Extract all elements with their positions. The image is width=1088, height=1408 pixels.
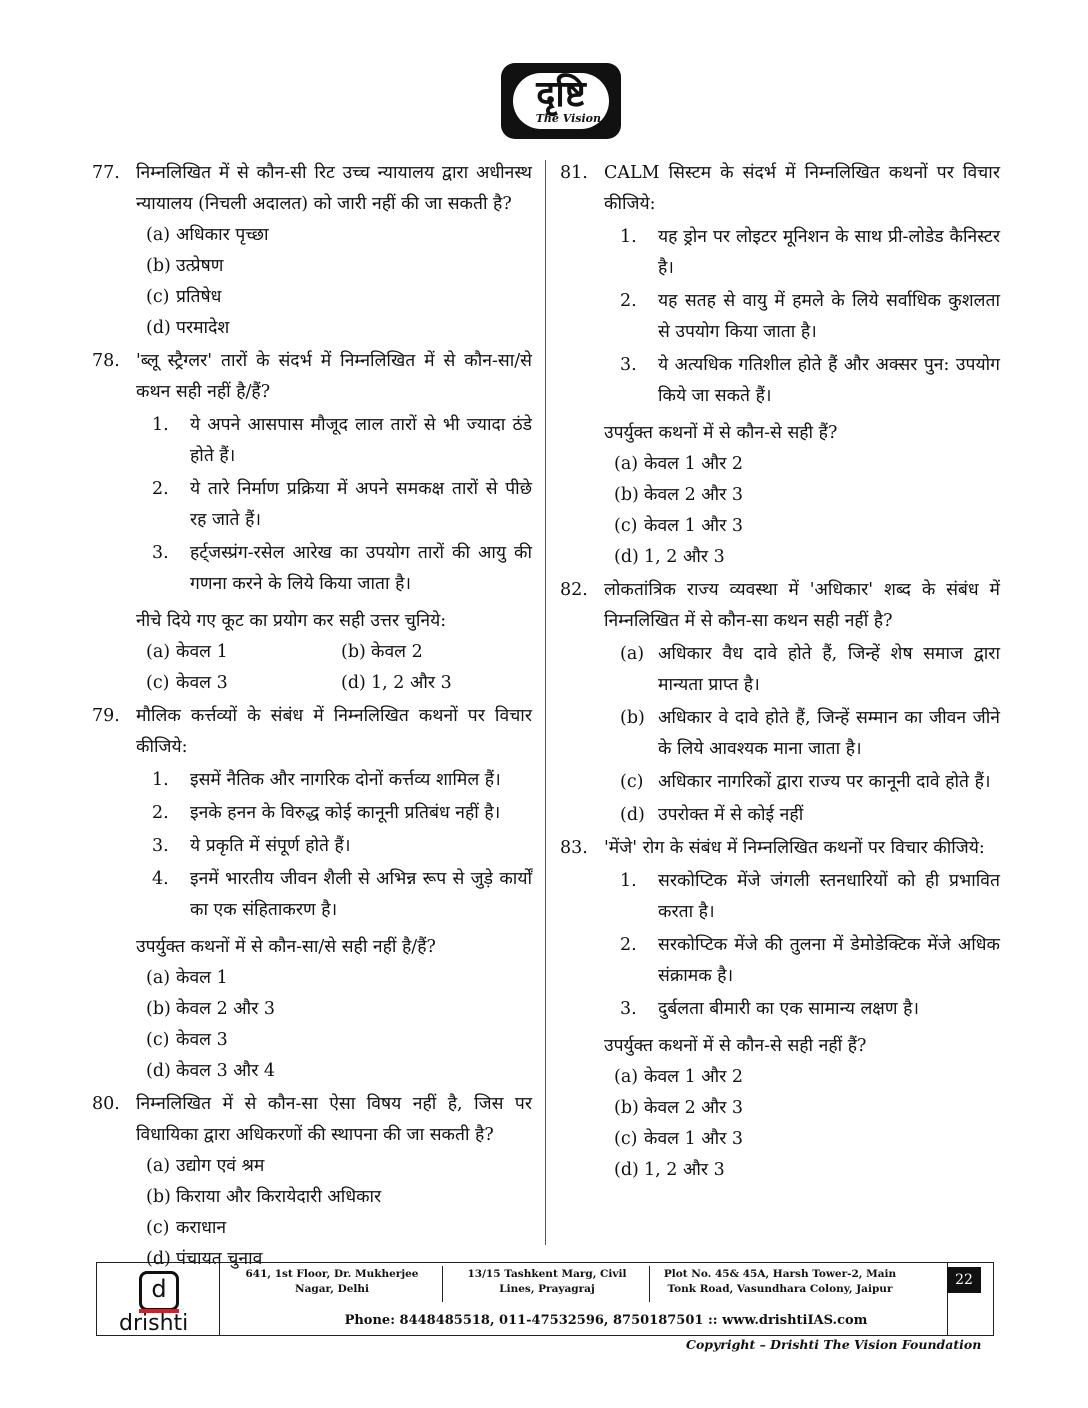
option-text: परमादेश (176, 318, 230, 338)
footer-logo (97, 1263, 220, 1335)
question-text: 'ब्लू स्ट्रैग्लर' तारों के संदर्भ में निम्नलिखित में से कौन-सा/से कथन सही नहीं है/हैं? (136, 351, 532, 402)
option-text: अधिकार वैध दावे होते हैं, जिन्हें शेष समाज द्वारा मान्यता प्राप्त है। (658, 644, 1000, 695)
footer-separator (442, 1266, 443, 1302)
option-label: (a) (146, 968, 171, 988)
option-c (146, 668, 341, 699)
option-label: (d) (614, 547, 639, 567)
statement-number: 4. (152, 869, 169, 889)
option-text: 1, 2 और 3 (644, 547, 725, 567)
statement-2 (152, 474, 532, 536)
option-b (620, 703, 1000, 765)
question-text: मौलिक कर्त्तव्यों के संबंध में निम्नलिखित कथनों पर विचार कीजिये: (136, 706, 532, 757)
statement-1 (620, 222, 1000, 284)
option-text: केवल 3 और 4 (176, 1061, 276, 1081)
option-text: 1, 2 और 3 (371, 673, 452, 693)
logo-inner (513, 73, 609, 129)
option-d (146, 1056, 532, 1087)
option-text: केवल 3 (176, 673, 228, 693)
question-81 (560, 158, 1000, 573)
option-label: (b) (614, 1098, 639, 1118)
option-text: केवल 2 और 3 (644, 485, 744, 505)
option-a (146, 1151, 532, 1182)
statement-text: ये अत्यधिक गतिशील होते हैं और अक्सर पुन: उपयोग किये जा सकते हैं। (658, 355, 1000, 406)
footer-contact: Phone: 8448485518, 011-47532596, 8750187501 :: www.drishtiIAS.com (344, 1313, 868, 1328)
option-label: (d) (341, 673, 366, 693)
option-c (620, 767, 1000, 798)
option-a (146, 220, 532, 251)
page-number: 22 (947, 1267, 981, 1293)
option-c (614, 1124, 1000, 1155)
option-label: (c) (614, 1129, 638, 1149)
option-a (614, 1062, 1000, 1093)
statement-3 (620, 350, 1000, 412)
option-text: अधिकार वे दावे होते हैं, जिन्हें सम्मान का जीवन जीने के लिये आवश्यक माना जाता है। (658, 708, 1000, 759)
option-label: (a) (620, 644, 645, 664)
option-label: (b) (614, 485, 639, 505)
option-text: उत्प्रेषण (176, 256, 224, 276)
option-a (146, 637, 341, 668)
question-79 (92, 701, 532, 1087)
statement-number: 2. (620, 935, 637, 955)
option-a (614, 449, 1000, 480)
page-footer (96, 1262, 994, 1336)
option-c (146, 1213, 532, 1244)
option-text: केवल 1 (176, 968, 228, 988)
statement-text: यह सतह से वायु में हमले के लिये सर्वाधिक कुशलता से उपयोग किया जाता है। (658, 291, 1000, 342)
statement-1 (152, 765, 532, 796)
option-text: केवल 1 और 3 (644, 1129, 744, 1149)
question-83 (560, 833, 1000, 1186)
option-a (146, 963, 532, 994)
question-text: निम्नलिखित में से कौन-सा ऐसा विषय नहीं है, जिस पर विधायिका द्वारा अधिकरणों की स्थापना की जा सकती है? (136, 1094, 532, 1145)
option-d (146, 313, 532, 344)
option-text: उपरोक्त में से कोई नहीं (658, 805, 804, 825)
logo-sub-text: The Vision (535, 112, 601, 125)
question-text: 'मेंजे' रोग के संबंध में निम्नलिखित कथनों पर विचार कीजिये: (604, 838, 985, 858)
question-text: लोकतांत्रिक राज्य व्यवस्था में 'अधिकार' शब्द के संबंध में निम्नलिखित में से कौन-सा कथन सही नहीं है? (604, 580, 1000, 631)
option-label: (b) (341, 642, 366, 662)
statement-number: 1. (620, 227, 637, 247)
statement-number: 2. (152, 803, 169, 823)
option-b (146, 994, 532, 1025)
option-text: कराधान (176, 1218, 227, 1238)
question-number: 83. (560, 838, 588, 858)
option-label: (d) (620, 805, 645, 825)
footer-brand-name: drishti (119, 1311, 189, 1336)
option-text: केवल 2 और 3 (644, 1098, 744, 1118)
question-number: 79. (92, 706, 120, 726)
statement-number: 3. (620, 999, 637, 1019)
option-c (614, 511, 1000, 542)
option-b (341, 637, 536, 668)
option-label: (d) (146, 318, 171, 338)
question-text: CALM सिस्टम के संदर्भ में निम्नलिखित कथनों पर विचार कीजिये: (604, 163, 1000, 214)
option-label: (a) (614, 454, 639, 474)
option-text: किराया और किरायेदारी अधिकार (176, 1187, 382, 1207)
question-number: 77. (92, 163, 120, 183)
statement-number: 1. (152, 770, 169, 790)
option-text: केवल 3 (176, 1030, 228, 1050)
option-text: केवल 2 (371, 642, 423, 662)
instruction-text: नीचे दिये गए कूट का प्रयोग कर सही उत्तर चुनिये: (136, 611, 447, 631)
option-label: (c) (620, 772, 644, 792)
statement-number: 3. (152, 543, 169, 563)
option-c (146, 1025, 532, 1056)
statement-text: ये प्रकृति में संपूर्ण होते हैं। (190, 836, 351, 856)
option-b (614, 1093, 1000, 1124)
copyright-text: Copyright – Drishti The Vision Foundation (686, 1337, 982, 1352)
statement-3 (620, 994, 1000, 1025)
statement-2 (152, 798, 532, 829)
statement-number: 1. (152, 415, 169, 435)
instruction-text: उपर्युक्त कथनों में से कौन-से सही हैं? (604, 423, 838, 443)
right-column (560, 158, 1000, 1188)
footer-separator (649, 1266, 650, 1302)
column-divider (545, 160, 546, 1245)
statement-text: हर्ट्जस्प्रंग-रसेल आरेख का उपयोग तारों की आयु की गणना करने के लिये किया जाता है। (190, 543, 532, 594)
option-label: (b) (146, 999, 171, 1019)
option-label: (b) (146, 256, 171, 276)
option-text: प्रतिषेध (176, 287, 222, 307)
option-label: (b) (620, 708, 645, 728)
footer-logo-letter: d (139, 1271, 179, 1311)
option-label: (c) (146, 1218, 170, 1238)
question-number: 82. (560, 580, 588, 600)
option-d (341, 668, 536, 699)
statement-number: 1. (620, 871, 637, 891)
statement-text: यह ड्रोन पर लोइटर मूनिशन के साथ प्री-लोडेड कैनिस्टर है। (658, 227, 1000, 278)
header-logo (501, 63, 621, 139)
option-label: (d) (146, 1061, 171, 1081)
option-label: (c) (146, 287, 170, 307)
statement-text: सरकोप्टिक मेंजे की तुलना में डेमोडेक्टिक मेंजे अधिक संक्रामक है। (658, 935, 1000, 986)
option-label: (c) (614, 516, 638, 536)
statement-number: 3. (620, 355, 637, 375)
statement-number: 3. (152, 836, 169, 856)
statement-1 (620, 866, 1000, 928)
option-label: (c) (146, 673, 170, 693)
option-label: (a) (146, 1156, 171, 1176)
statement-1 (152, 410, 532, 472)
option-text: 1, 2 और 3 (644, 1160, 725, 1180)
statement-text: इसमें नैतिक और नागरिक दोनों कर्त्तव्य शामिल हैं। (190, 770, 501, 790)
option-label: (d) (146, 1249, 171, 1269)
statement-3 (152, 831, 532, 862)
option-text: अधिकार नागरिकों द्वारा राज्य पर कानूनी दावे होते हैं। (658, 772, 991, 792)
instruction-text: उपर्युक्त कथनों में से कौन-सा/से सही नहीं है/हैं? (136, 937, 436, 957)
question-text: निम्नलिखित में से कौन-सी रिट उच्च न्यायालय द्वारा अधीनस्थ न्यायालय (निचली अदालत) को जारी नहीं की जा सकती है? (136, 163, 532, 214)
option-label: (c) (146, 1030, 170, 1050)
option-label: (d) (614, 1160, 639, 1180)
footer-address-jaipur: Plot No. 45& 45A, Harsh Tower-2, Main Tonk Road, Vasundhara Colony, Jaipur (663, 1268, 897, 1295)
statement-2 (620, 930, 1000, 992)
option-a (620, 639, 1000, 701)
question-80 (92, 1089, 532, 1275)
option-d (620, 800, 1000, 831)
footer-address-delhi: 641, 1st Floor, Dr. Mukherjee Nagar, Delhi (245, 1268, 419, 1295)
option-text: केवल 1 (176, 642, 228, 662)
question-number: 80. (92, 1094, 120, 1114)
statement-3 (152, 538, 532, 600)
option-text: केवल 2 और 3 (176, 999, 276, 1019)
option-text: उद्योग एवं श्रम (176, 1156, 265, 1176)
option-label: (a) (146, 225, 171, 245)
option-text: पंचायत चुनाव (176, 1249, 263, 1269)
option-b (146, 1182, 532, 1213)
statement-text: इनके हनन के विरुद्ध कोई कानूनी प्रतिबंध नहीं है। (190, 803, 501, 823)
left-column (92, 158, 532, 1277)
question-number: 78. (92, 351, 120, 371)
logo-main-text: दृष्टि (536, 74, 586, 115)
option-label: (a) (614, 1067, 639, 1087)
option-d (614, 542, 1000, 573)
question-78 (92, 346, 532, 699)
question-82 (560, 575, 1000, 831)
statement-text: सरकोप्टिक मेंजे जंगली स्तनधारियों को ही प्रभावित करता है। (658, 871, 1000, 922)
option-text: केवल 1 और 2 (644, 454, 744, 474)
statement-text: इनमें भारतीय जीवन शैली से अभिन्न रूप से जुड़े कार्यों का एक संहिताकरण है। (190, 869, 532, 920)
option-grid (146, 637, 532, 699)
option-b (614, 480, 1000, 511)
statement-4 (152, 864, 532, 926)
option-text: अधिकार पृच्छा (176, 225, 269, 245)
statement-number: 2. (620, 291, 637, 311)
option-label: (b) (146, 1187, 171, 1207)
statement-text: ये तारे निर्माण प्रक्रिया में अपने समकक्ष तारों से पीछे रह जाते हैं। (190, 479, 532, 530)
option-text: केवल 1 और 3 (644, 516, 744, 536)
statement-number: 2. (152, 479, 169, 499)
statement-text: दुर्बलता बीमारी का एक सामान्य लक्षण है। (658, 999, 919, 1019)
option-label: (a) (146, 642, 171, 662)
instruction-text: उपर्युक्त कथनों में से कौन-से सही नहीं हैं? (604, 1036, 867, 1056)
statement-text: ये अपने आसपास मौजूद लाल तारों से भी ज्यादा ठंडे होते हैं। (190, 415, 532, 466)
option-d (614, 1155, 1000, 1186)
option-b (146, 251, 532, 282)
statement-2 (620, 286, 1000, 348)
footer-address-prayagraj: 13/15 Tashkent Marg, Civil Lines, Prayagraj (467, 1268, 627, 1295)
question-77 (92, 158, 532, 344)
option-text: केवल 1 और 2 (644, 1067, 744, 1087)
option-c (146, 282, 532, 313)
question-number: 81. (560, 163, 588, 183)
